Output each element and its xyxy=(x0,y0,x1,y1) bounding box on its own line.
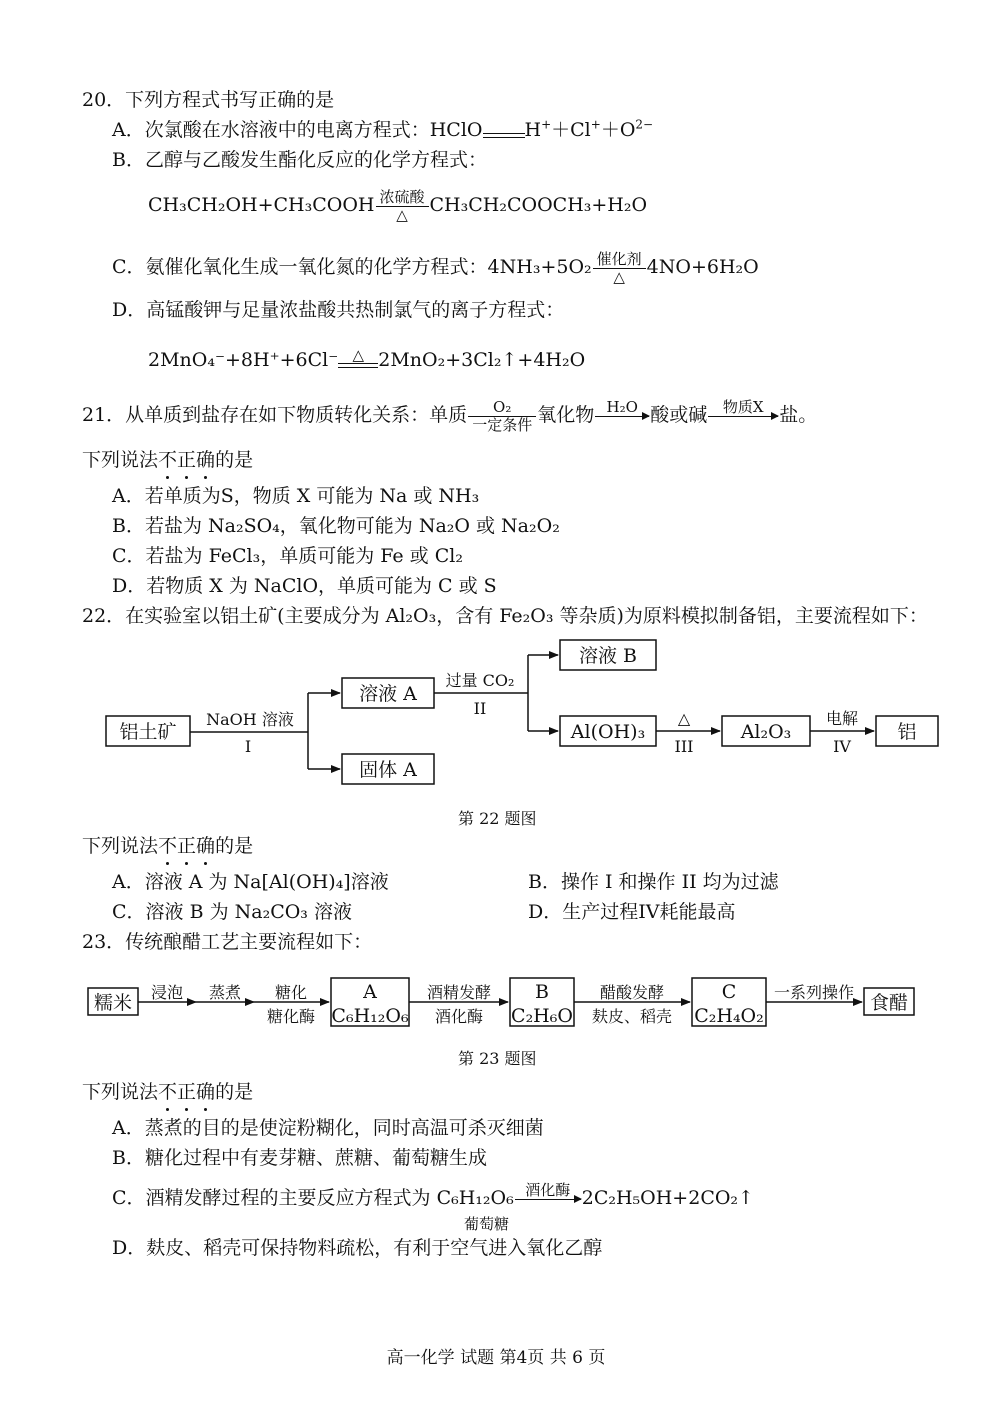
q23-ferm2: 醋酸发酵 xyxy=(599,983,665,1002)
q21-ask-post: 的是 xyxy=(215,449,254,471)
q22-naoh: NaOH 溶液 xyxy=(206,710,294,729)
q22-ore: 铝土矿 xyxy=(119,721,177,743)
q21-ask-dot2: 正 xyxy=(177,449,197,471)
q22-co2: 过量 CO₂ xyxy=(445,671,515,690)
q23-option-a: A．蒸煮的目的是使淀粉糊化，同时高温可杀灭细菌 xyxy=(112,1117,544,1139)
q20-stem: 20．下列方程式书写正确的是 xyxy=(82,89,335,111)
q22-caption: 第 22 题图 xyxy=(458,809,537,828)
q21-ask-dot1: 不 xyxy=(158,449,178,471)
q23-c-label: C xyxy=(721,981,737,1003)
q21-stem xyxy=(82,395,817,435)
q21-mid2: 酸或碱 xyxy=(650,404,708,426)
q21-arrow-3 xyxy=(708,399,778,434)
q23-caption: 第 23 题图 xyxy=(458,1049,537,1068)
q22-ask-dot1: 不 xyxy=(158,835,178,857)
q22-step4: IV xyxy=(833,737,851,756)
q22-ask-pre: 下列说法 xyxy=(82,835,159,857)
q20-a-rhs-3: ＋O xyxy=(600,119,636,141)
q23-ask xyxy=(82,1080,253,1104)
q23-c-under: 葡萄糖 xyxy=(464,1215,510,1233)
q23-ask-dot1: 不 xyxy=(158,1081,178,1103)
equals-sign xyxy=(483,118,525,144)
q21-option-d: D．若物质 X 为 NaClO，单质可能为 C 或 S xyxy=(112,575,497,597)
q20-a-rhs-1: H xyxy=(524,119,542,141)
q21-arrow-2 xyxy=(595,399,649,434)
q23-enzyme2: 酒化酶 xyxy=(434,1007,484,1026)
q22-al2o3: Al₂O₃ xyxy=(740,721,792,743)
q23-c-condition xyxy=(515,1182,581,1217)
q23-stem: 23．传统酿醋工艺主要流程如下： xyxy=(82,931,373,953)
q23-b-label: B xyxy=(535,981,549,1003)
q21-option-a: A．若单质为S，物质 X 可能为 Na 或 NH₃ xyxy=(112,485,480,507)
q23-flowchart xyxy=(0,968,992,1036)
q20-b-rhs: CH₃CH₂COOCH₃+H₂O xyxy=(429,194,648,216)
q23-option-c xyxy=(112,1178,754,1218)
q22-elec: 电解 xyxy=(825,709,859,728)
q23-c-prefix: C．酒精发酵过程的主要反应方程式为 C₆H₁₂O₆ xyxy=(112,1187,514,1209)
q20-d-rhs: 2MnO₂+3Cl₂↑+4H₂O xyxy=(378,349,586,371)
q20-d-cond: △ xyxy=(352,346,365,364)
q21-c2-top: H₂O xyxy=(606,397,638,416)
q20-a-rhs-2: ＋Cl xyxy=(551,119,591,141)
q20-option-a xyxy=(112,118,653,144)
q21-ask-pre: 下列说法 xyxy=(82,449,159,471)
q22-option-b: B．操作 I 和操作 II 均为过滤 xyxy=(528,871,779,893)
q20-b-lhs: CH₃CH₂OH+CH₃COOH xyxy=(148,194,375,216)
q20-c-condition xyxy=(593,251,646,286)
q21-option-b: B．若盐为 Na₂SO₄，氧化物可能为 Na₂O 或 Na₂O₂ xyxy=(112,515,560,537)
q23-ask-pre: 下列说法 xyxy=(82,1081,159,1103)
q20-a-sup-3: 2− xyxy=(635,117,654,132)
q22-step1: I xyxy=(244,737,252,756)
q22-stem: 22．在实验室以铝土矿(主要成分为 Al₂O₃，含有 Fe₂O₃ 等杂质)为原料模拟制备铝，主要流程如下： xyxy=(82,605,928,627)
q20-c-rhs: 4NO+6H₂O xyxy=(646,256,759,278)
q22-step3: III xyxy=(674,737,694,756)
q21-c3-top: 物质X xyxy=(722,397,764,416)
page-footer: 高一化学 试题 第4页 共 6 页 xyxy=(386,1348,606,1368)
q22-flowchart xyxy=(0,630,992,800)
q22-option-d: D．生产过程IV耗能最高 xyxy=(528,901,736,923)
q20-b-condition xyxy=(376,189,429,224)
q22-step2: II xyxy=(473,699,487,718)
q23-soak: 浸泡 xyxy=(150,983,184,1002)
q20-option-c xyxy=(112,248,759,286)
q23-ops: 一系列操作 xyxy=(773,983,855,1002)
q23-c-formula: C₂H₄O₂ xyxy=(694,1005,764,1027)
q23-c-rhs: 2C₂H₅OH+2CO₂↑ xyxy=(581,1187,754,1209)
q21-c1-bot: 一定条件 xyxy=(472,415,533,434)
q21-ask-dot3: 确 xyxy=(196,449,216,471)
q20-a-sup-2: + xyxy=(590,117,601,132)
q23-steam: 蒸煮 xyxy=(208,983,242,1002)
q20-d-equation xyxy=(148,340,585,380)
q20-b-cond-bot: △ xyxy=(396,205,408,224)
q20-a-sup-1: + xyxy=(541,117,552,132)
q22-ask-post: 的是 xyxy=(215,835,254,857)
q22-option-c: C．溶液 B 为 Na₂CO₃ 溶液 xyxy=(112,901,352,923)
q22-sol-a: 溶液 A xyxy=(359,683,417,705)
q22-heat: △ xyxy=(677,709,691,728)
q20-b-cond-top: 浓硫酸 xyxy=(376,189,429,207)
q23-c-cond-top: 酒化酶 xyxy=(525,1180,571,1199)
q22-sol-b: 溶液 B xyxy=(578,645,638,667)
q21-c1-top: O₂ xyxy=(468,399,536,417)
q23-ferm1: 酒精发酵 xyxy=(426,983,492,1002)
q20-a-lhs: HClO xyxy=(429,119,483,141)
q23-ask-post: 的是 xyxy=(215,1081,254,1103)
q21-end: 盐。 xyxy=(779,404,818,426)
q20-d-condition xyxy=(338,348,378,374)
q23-rice: 糯米 xyxy=(93,992,133,1014)
q23-ask-dot2: 正 xyxy=(177,1081,197,1103)
q22-aloh: Al(OH)₃ xyxy=(570,721,646,743)
q23-option-d: D．麸皮、稻壳可保持物料疏松，有利于空气进入氧化乙醇 xyxy=(112,1237,603,1259)
q22-al: 铝 xyxy=(897,721,917,743)
q20-a-prefix: A．次氯酸在水溶液中的电离方程式： xyxy=(112,119,430,141)
q23-a-formula: C₆H₁₂O₆ xyxy=(331,1005,409,1027)
q23-ask-dot3: 确 xyxy=(196,1081,216,1103)
q23-vinegar: 食醋 xyxy=(869,992,909,1014)
q21-stem-prefix: 21．从单质到盐存在如下物质转化关系：单质 xyxy=(82,404,468,426)
q20-d-lhs: 2MnO₄⁻+8H⁺+6Cl⁻ xyxy=(148,349,339,371)
q21-mid1: 氧化物 xyxy=(537,404,595,426)
q20-option-d: D．高锰酸钾与足量浓盐酸共热制氯气的离子方程式： xyxy=(112,299,565,321)
q20-c-cond-bot: △ xyxy=(613,267,625,286)
q20-c-cond-top: 催化剂 xyxy=(593,251,646,269)
q21-option-c: C．若盐为 FeCl₃，单质可能为 Fe 或 Cl₂ xyxy=(112,545,463,567)
q20-b-equation xyxy=(148,186,647,224)
q23-a-label: A xyxy=(363,981,377,1003)
q20-option-b: B．乙醇与乙酸发生酯化反应的化学方程式： xyxy=(112,149,487,171)
q22-solid-a: 固体 A xyxy=(359,759,417,781)
q22-ask-dot3: 确 xyxy=(196,835,216,857)
q23-enzyme1: 糖化酶 xyxy=(266,1007,316,1026)
q22-option-a: A．溶液 A 为 Na[Al(OH)₄]溶液 xyxy=(112,871,389,893)
q23-b-formula: C₂H₆O xyxy=(511,1005,573,1027)
q23-bran: 麸皮、稻壳 xyxy=(591,1007,673,1026)
q22-ask xyxy=(82,834,253,858)
q21-ask xyxy=(82,448,253,472)
q22-ask-dot2: 正 xyxy=(177,835,197,857)
q20-c-prefix: C．氨催化氧化生成一氧化氮的化学方程式：4NH₃+5O₂ xyxy=(112,256,592,278)
q23-option-b: B．糖化过程中有麦芽糖、蔗糖、葡萄糖生成 xyxy=(112,1147,487,1169)
q23-sacch: 糖化 xyxy=(274,983,308,1002)
q21-cond-1 xyxy=(468,399,536,434)
